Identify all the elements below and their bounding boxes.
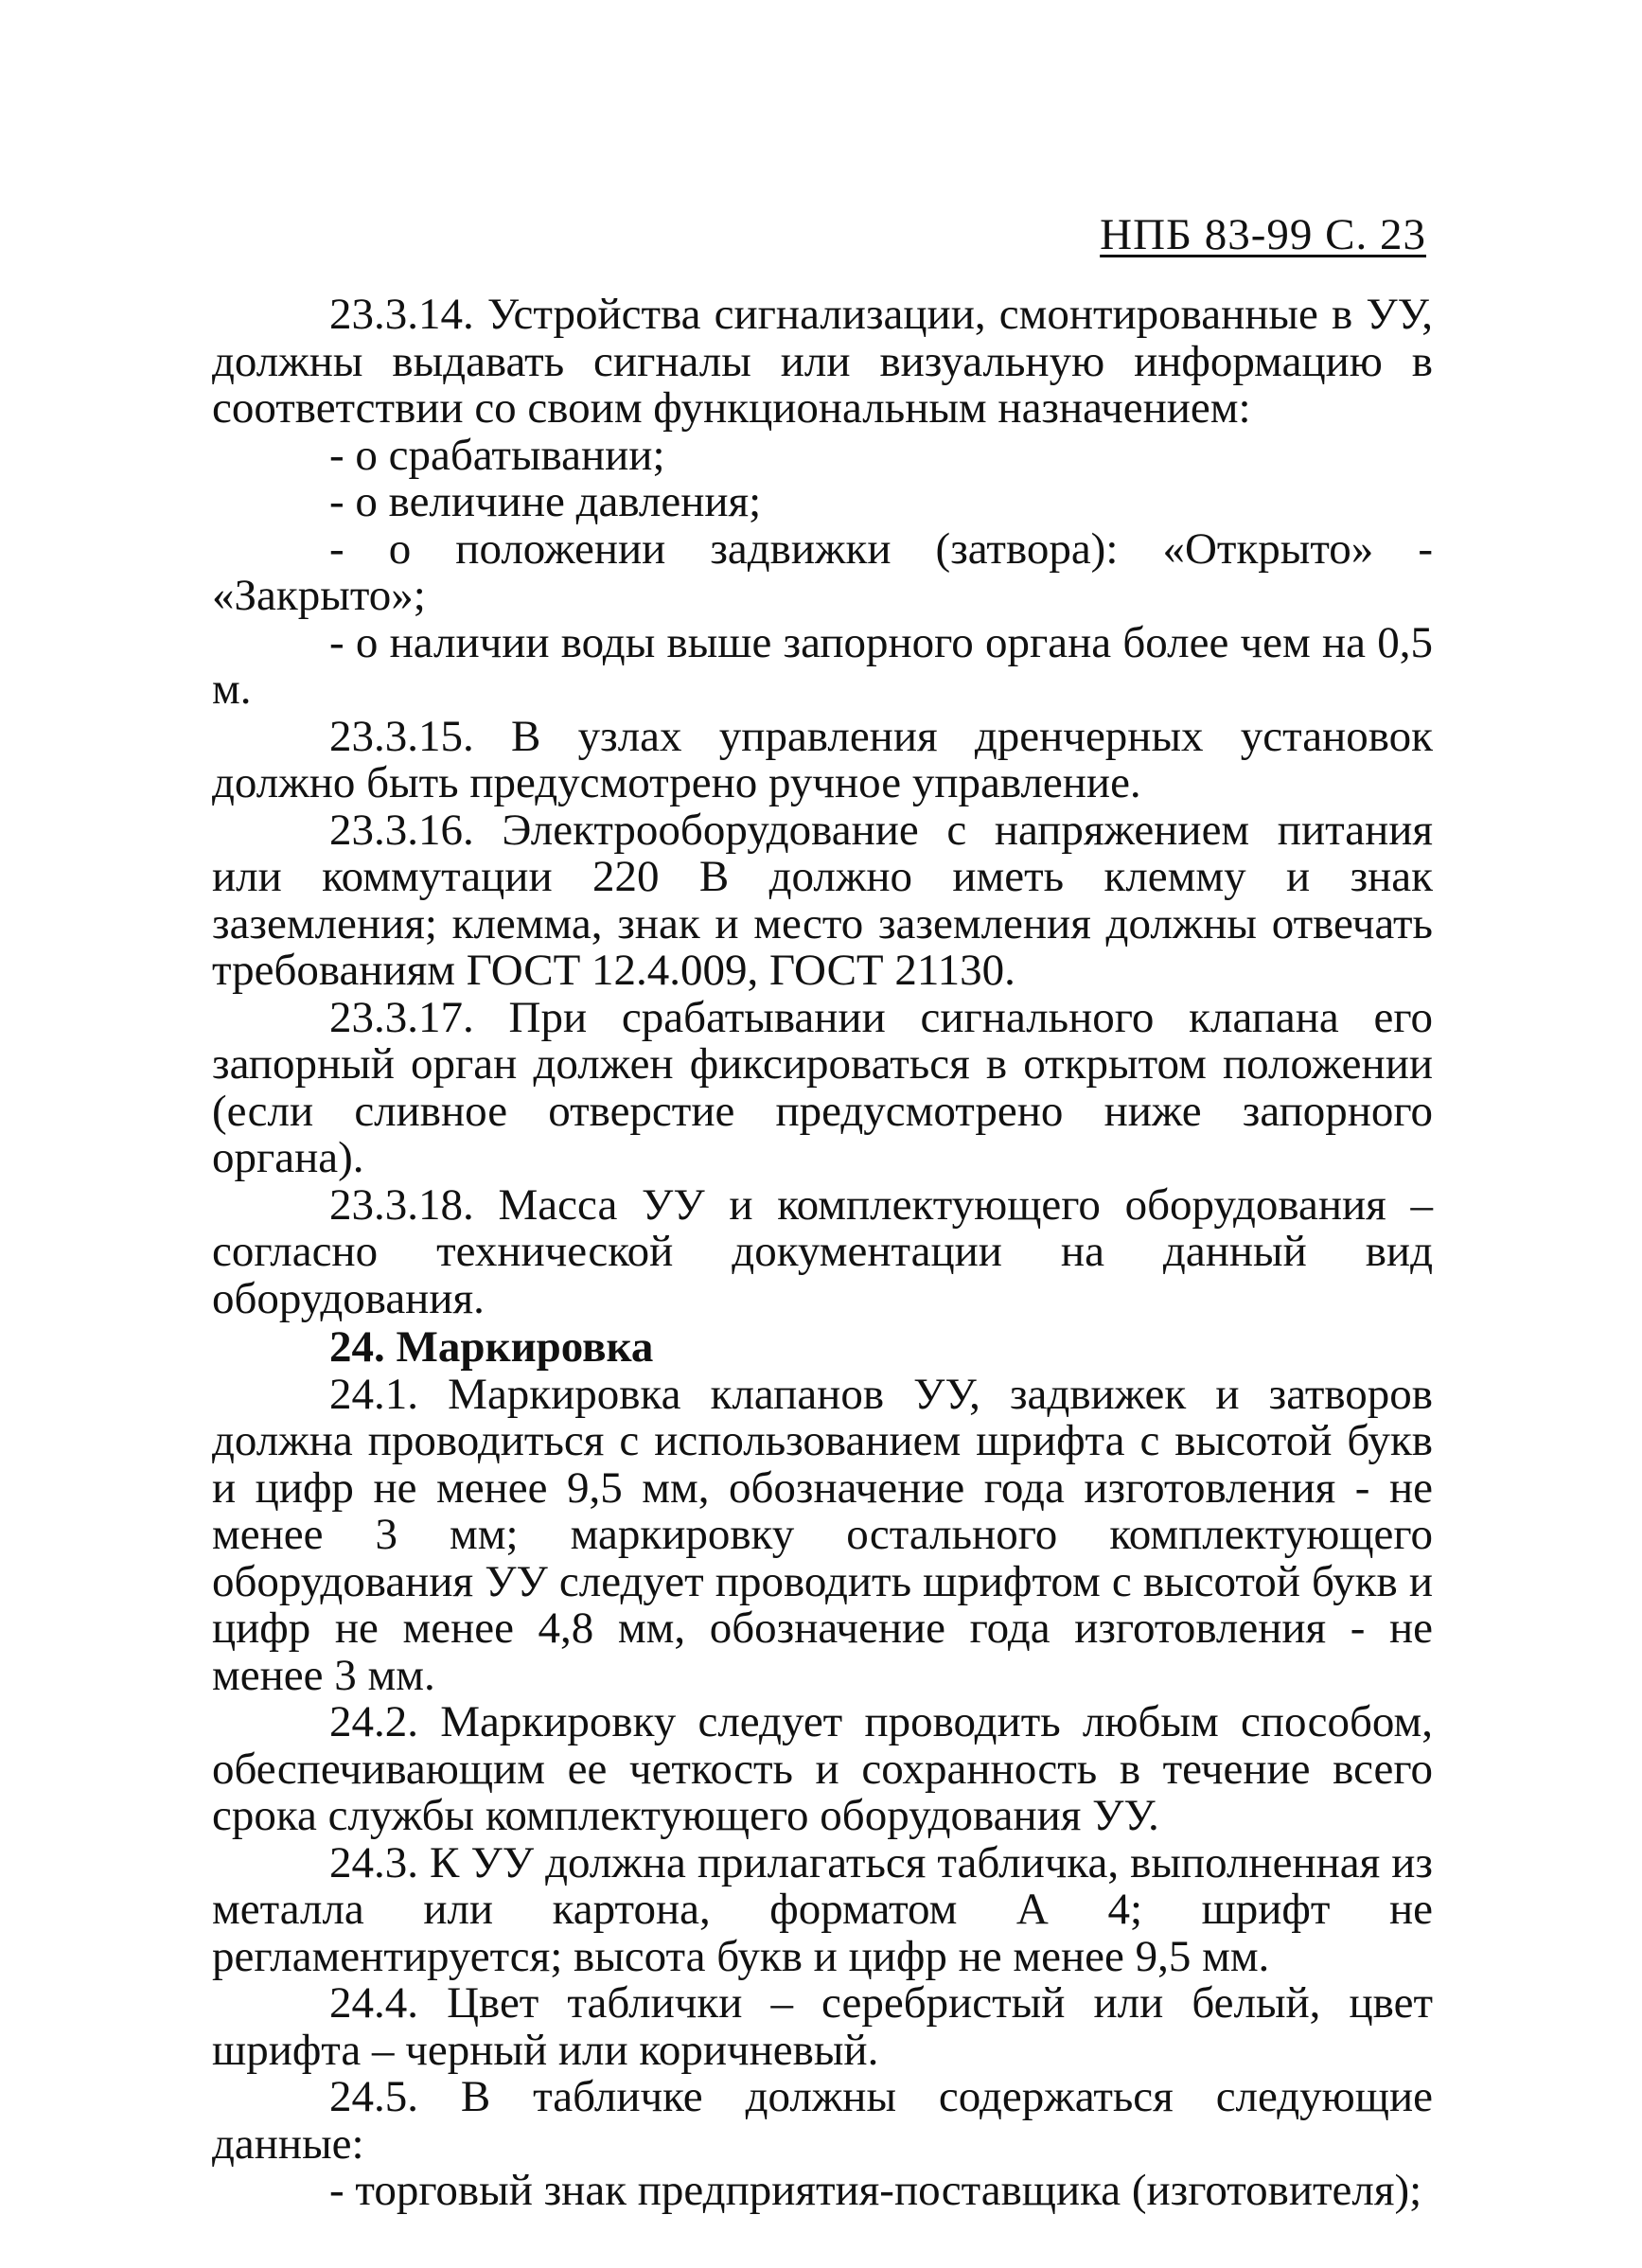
paragraph-23-3-18: 23.3.18. Масса УУ и комплектующего оборудования – согласно технической документации на данный вид оборудования.	[212, 1179, 1433, 1323]
list-item: - о положении задвижки (затвора): «Открыто» - «Закрыто»;	[212, 523, 1433, 620]
page-header: НПБ 83-99 С. 23	[1100, 210, 1426, 259]
list-item: - о величине давления;	[329, 477, 762, 526]
document-body	[212, 292, 1433, 2215]
paragraph-23-3-16: 23.3.16. Электрооборудование с напряжением питания или коммутации 220 В должно иметь клемму и знак заземления; клемма, знак и место заземления должны отвечать требованиям ГОСТ 12.4.009, ГОСТ 21130.	[212, 805, 1433, 995]
paragraph-23-3-15: 23.3.15. В узлах управления дренчерных установок должно быть предусмотрено ручное управление.	[212, 711, 1433, 807]
section-heading: 24. Маркировка	[329, 1322, 654, 1372]
paragraph-24-2: 24.2. Маркировку следует проводить любым способом, обеспечивающим ее четкость и сохранность в течение всего срока службы комплектующего оборудования УУ.	[212, 1697, 1433, 1840]
paragraph-24-4: 24.4. Цвет таблички – серебристый или белый, цвет шрифта – черный или коричневый.	[212, 1978, 1433, 2075]
paragraph-24-5: 24.5. В табличке должны содержаться следующие данные:	[212, 2072, 1433, 2169]
list-item: - о наличии воды выше запорного органа более чем на 0,5 м.	[212, 617, 1433, 714]
list-item: - торговый знак предприятия-поставщика (изготовителя);	[329, 2166, 1422, 2215]
paragraph-23-3-17: 23.3.17. При срабатывании сигнального клапана его запорный орган должен фиксироваться в открытом положении (если сливное отверстие предусмотрено ниже запорного органа).	[212, 992, 1433, 1182]
paragraph-24-3: 24.3. К УУ должна прилагаться табличка, выполненная из металла или картона, форматом А 4; шрифт не регламентируется; высота букв и цифр не менее 9,5 мм.	[212, 1837, 1433, 1981]
paragraph-24-1: 24.1. Маркировка клапанов УУ, задвижек и затворов должна проводиться с использованием шрифта с высотой букв и цифр не менее 9,5 мм, обозначение года изготовления - не менее 3 мм; маркировку остального комплектующего оборудования УУ следует проводить шрифтом с высотой букв и цифр не менее 4,8 мм, обозначение года изготовления - не менее 3 мм.	[212, 1369, 1433, 1700]
list-item: - о срабатывании;	[329, 430, 665, 480]
paragraph-23-3-14: 23.3.14. Устройства сигнализации, смонтированные в УУ, должны выдавать сигналы или визуальную информацию в соответствии со своим функциональным назначением:	[212, 290, 1433, 433]
